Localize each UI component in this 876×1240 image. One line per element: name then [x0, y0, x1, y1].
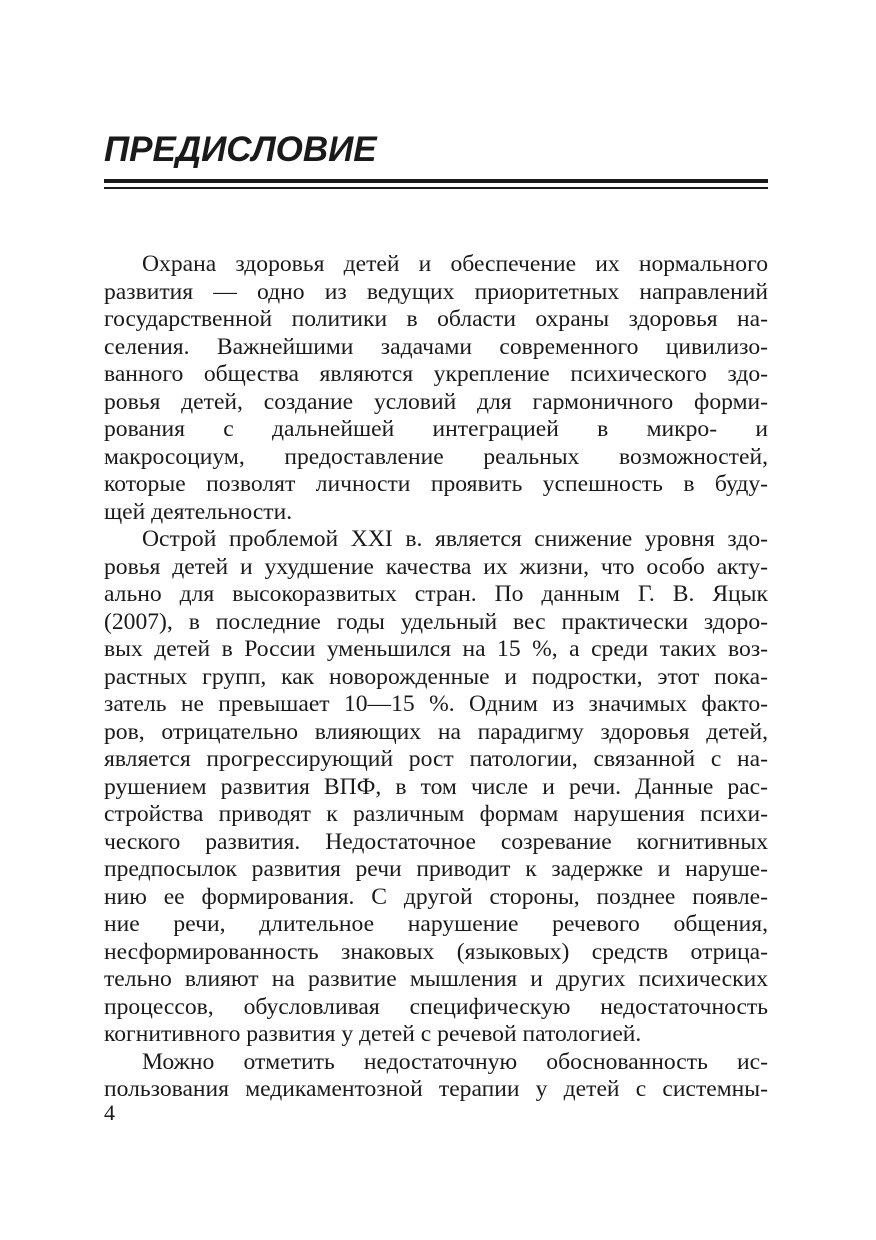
paragraph — [104, 1049, 768, 1104]
text-line: ванного общества являются укрепление психического здо- — [104, 361, 768, 387]
text-line: несформированность знаковых (языковых) средств отрица- — [104, 938, 768, 965]
text-line: рушением развития ВПФ, в том числе и речи. Данные рас- — [104, 773, 768, 800]
body-text — [104, 251, 768, 1104]
text-line: пользования медикаментозной терапии у детей с системны- — [104, 1076, 768, 1102]
text-line: ровья детей и ухудшение качества их жизни, что особо акту- — [104, 553, 768, 580]
text-line: развития — одно из ведущих приоритетных направлений — [104, 278, 768, 305]
text-line: макросоциум, предоставление реальных возможностей, — [104, 443, 768, 470]
text-line: ческого развития. Недостаточное созревание когнитивных — [104, 828, 768, 855]
text-line: которые позволят личности проявить успешность в буду- — [104, 471, 768, 497]
text-line: Острой проблемой XXI в. является снижение уровня здо- — [142, 526, 768, 552]
text-line: ровья детей, создание условий для гармоничного форми- — [104, 388, 768, 415]
text-line: ров, отрицательно влияющих на парадигму здоровья детей, — [104, 718, 768, 745]
text-line: растных групп, как новорожденные и подростки, этот пока- — [104, 663, 768, 690]
text-line: тельно влияют на развитие мышления и других психических — [104, 966, 768, 992]
text-line: государственной политики в области охраны здоровья на- — [104, 306, 768, 332]
text-line: предпосылок развития речи приводит к задержке и наруше- — [104, 856, 768, 882]
text-line: щей деятельности. — [104, 498, 293, 525]
text-line: когнитивного развития у детей с речевой патологией. — [104, 1021, 642, 1047]
title-rule-thick — [104, 179, 768, 183]
text-line: вых детей в России уменьшился на 15 %, а среди таких воз- — [104, 636, 768, 662]
text-line: ние речи, длительное нарушение речевого общения, — [104, 911, 768, 937]
paragraph — [104, 251, 768, 526]
text-line: стройства приводят к различным формам нарушения психи- — [104, 801, 768, 827]
text-line: является прогрессирующий рост патологии, связанной с на- — [104, 746, 768, 772]
title-rule-thin — [104, 187, 768, 189]
text-line: нию ее формирования. С другой стороны, позднее появле- — [104, 883, 768, 910]
page-number: 4 — [104, 1100, 115, 1125]
text-line: Можно отметить недостаточную обоснованность ис- — [142, 1048, 768, 1075]
text-line: затель не превышает 10—15 %. Одним из значимых факто- — [104, 691, 768, 717]
text-line: (2007), в последние годы удельный вес практически здоро- — [104, 608, 768, 635]
text-line: Охрана здоровья детей и обеспечение их нормального — [142, 251, 768, 277]
text-line: рования с дальнейшей интеграцией в микро- и — [104, 416, 768, 442]
chapter-title: ПРЕДИСЛОВИЕ — [104, 130, 377, 169]
paragraph — [104, 526, 768, 1049]
text-line: ально для высокоразвитых стран. По данным Г. В. Яцык — [104, 581, 768, 607]
text-line: селения. Важнейшими задачами современного цивилизо- — [104, 333, 768, 360]
text-line: процессов, обусловливая специфическую недостаточность — [104, 993, 768, 1020]
